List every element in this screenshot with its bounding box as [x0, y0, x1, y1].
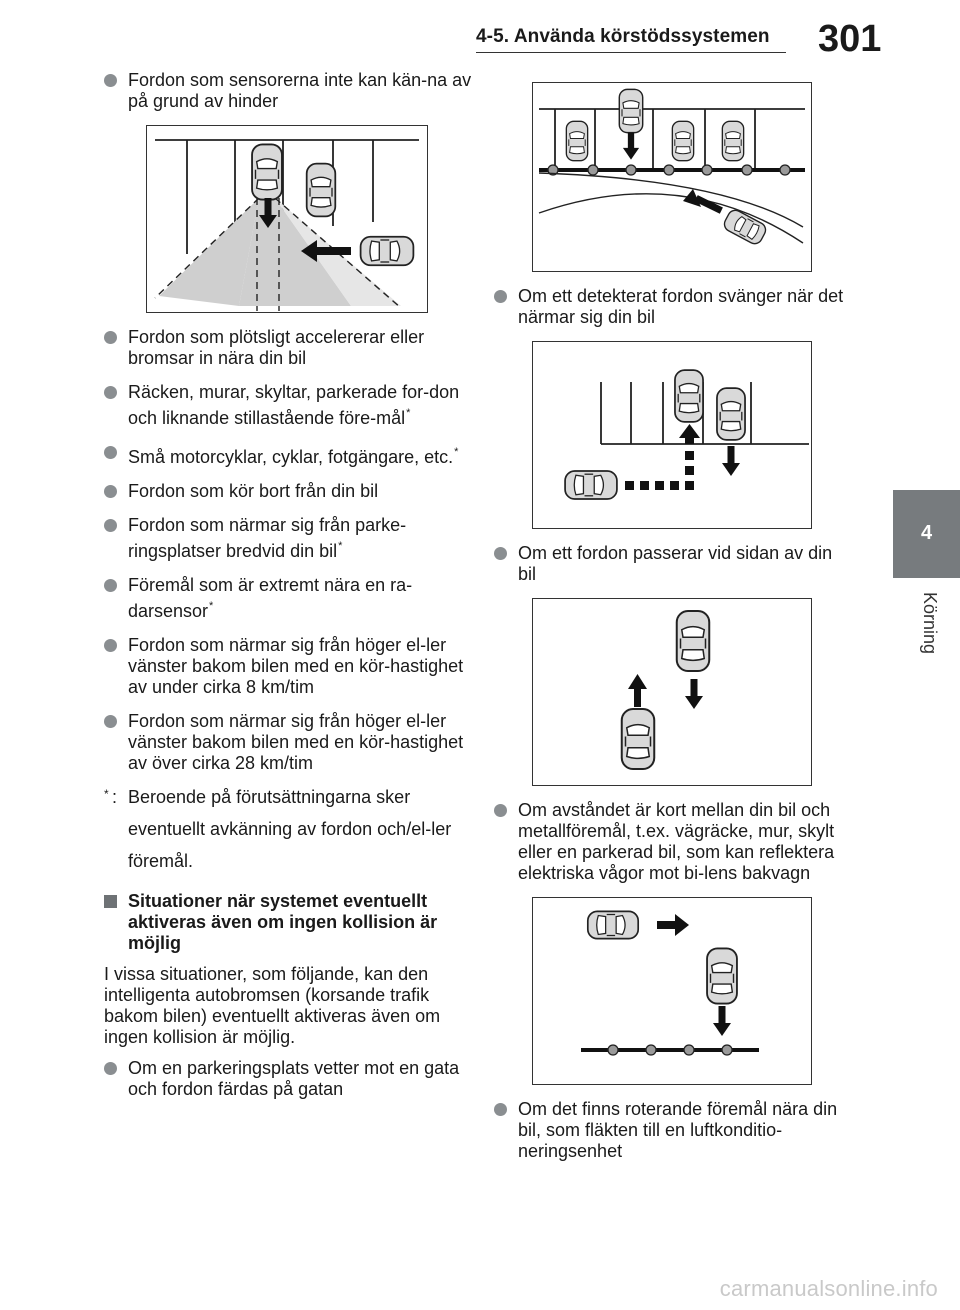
bullet-dot — [104, 74, 117, 87]
list-item: Fordon som sensorerna inte kan kän-na av på grund av hinder — [104, 70, 474, 112]
list-item: Fordon som närmar sig från parke-ringsplatser bredvid din bil* — [104, 515, 474, 562]
chapter-tab[interactable]: 4 — [893, 490, 960, 578]
page-number: 301 — [818, 18, 882, 60]
heading-square — [104, 895, 117, 908]
list-item: Små motorcyklar, cyklar, fotgängare, etc.* — [104, 442, 474, 468]
list-item: Om avståndet är kort mellan din bil och metallföremål, t.ex. vägräcke, mur, skylt eller en parkerad bil, som kan reflektera elektriska vågor mot bi-lens bakvagn — [494, 800, 854, 884]
list-item: Fordon som närmar sig från höger el-ler vänster bakom bilen med en kör-hastighet av under cirka 8 km/tim — [104, 635, 474, 698]
figure-passing-vehicle — [532, 598, 812, 786]
list-item: Fordon som närmar sig från höger el-ler vänster bakom bilen med en kör-hastighet av över cirka 28 km/tim — [104, 711, 474, 774]
list-item: Fordon som kör bort från din bil — [104, 481, 474, 502]
header-rule — [476, 52, 786, 53]
watermark: carmanualsonline.info — [719, 1276, 938, 1301]
list-item: Om en parkeringsplats vetter mot en gata och fordon färdas på gatan — [104, 1058, 474, 1100]
list-item: Om ett fordon passerar vid sidan av din bil — [494, 543, 854, 585]
left-column — [104, 70, 474, 1113]
footnote: * : Beroende på förutsättningarna sker eventuellt avkänning av fordon och/el-ler föremål. — [104, 787, 452, 871]
list-item: Räcken, murar, skyltar, parkerade for-don och liknande stillastående före-mål* — [104, 382, 474, 429]
figure-metal-object — [532, 897, 812, 1085]
figure-hidden-vehicle — [146, 125, 428, 313]
right-column — [494, 82, 854, 1175]
list-item: Om det finns roterande föremål nära din bil, som fläkten till en luftkonditio-neringsenhet — [494, 1099, 854, 1162]
section-heading: Situationer när systemet eventuellt aktiveras även om ingen kollision är möjlig — [104, 891, 474, 954]
section-title: 4-5. Använda körstödssystemen — [476, 26, 770, 47]
figure-parking-street — [532, 82, 812, 272]
list-item: Föremål som är extremt nära en ra-darsensor* — [104, 575, 474, 622]
list-item: Om ett detekterat fordon svänger när det närmar sig din bil — [494, 286, 854, 328]
chapter-label: Körning — [920, 592, 940, 655]
list-item: Fordon som plötsligt accelererar eller bromsar in nära din bil — [104, 327, 474, 369]
figure-turning-vehicle — [532, 341, 812, 529]
section-paragraph: I vissa situationer, som följande, kan den intelligenta autobromsen (korsande trafik bakom bilen) eventuellt aktiveras även om ingen kollision är möjlig. — [104, 964, 441, 1047]
